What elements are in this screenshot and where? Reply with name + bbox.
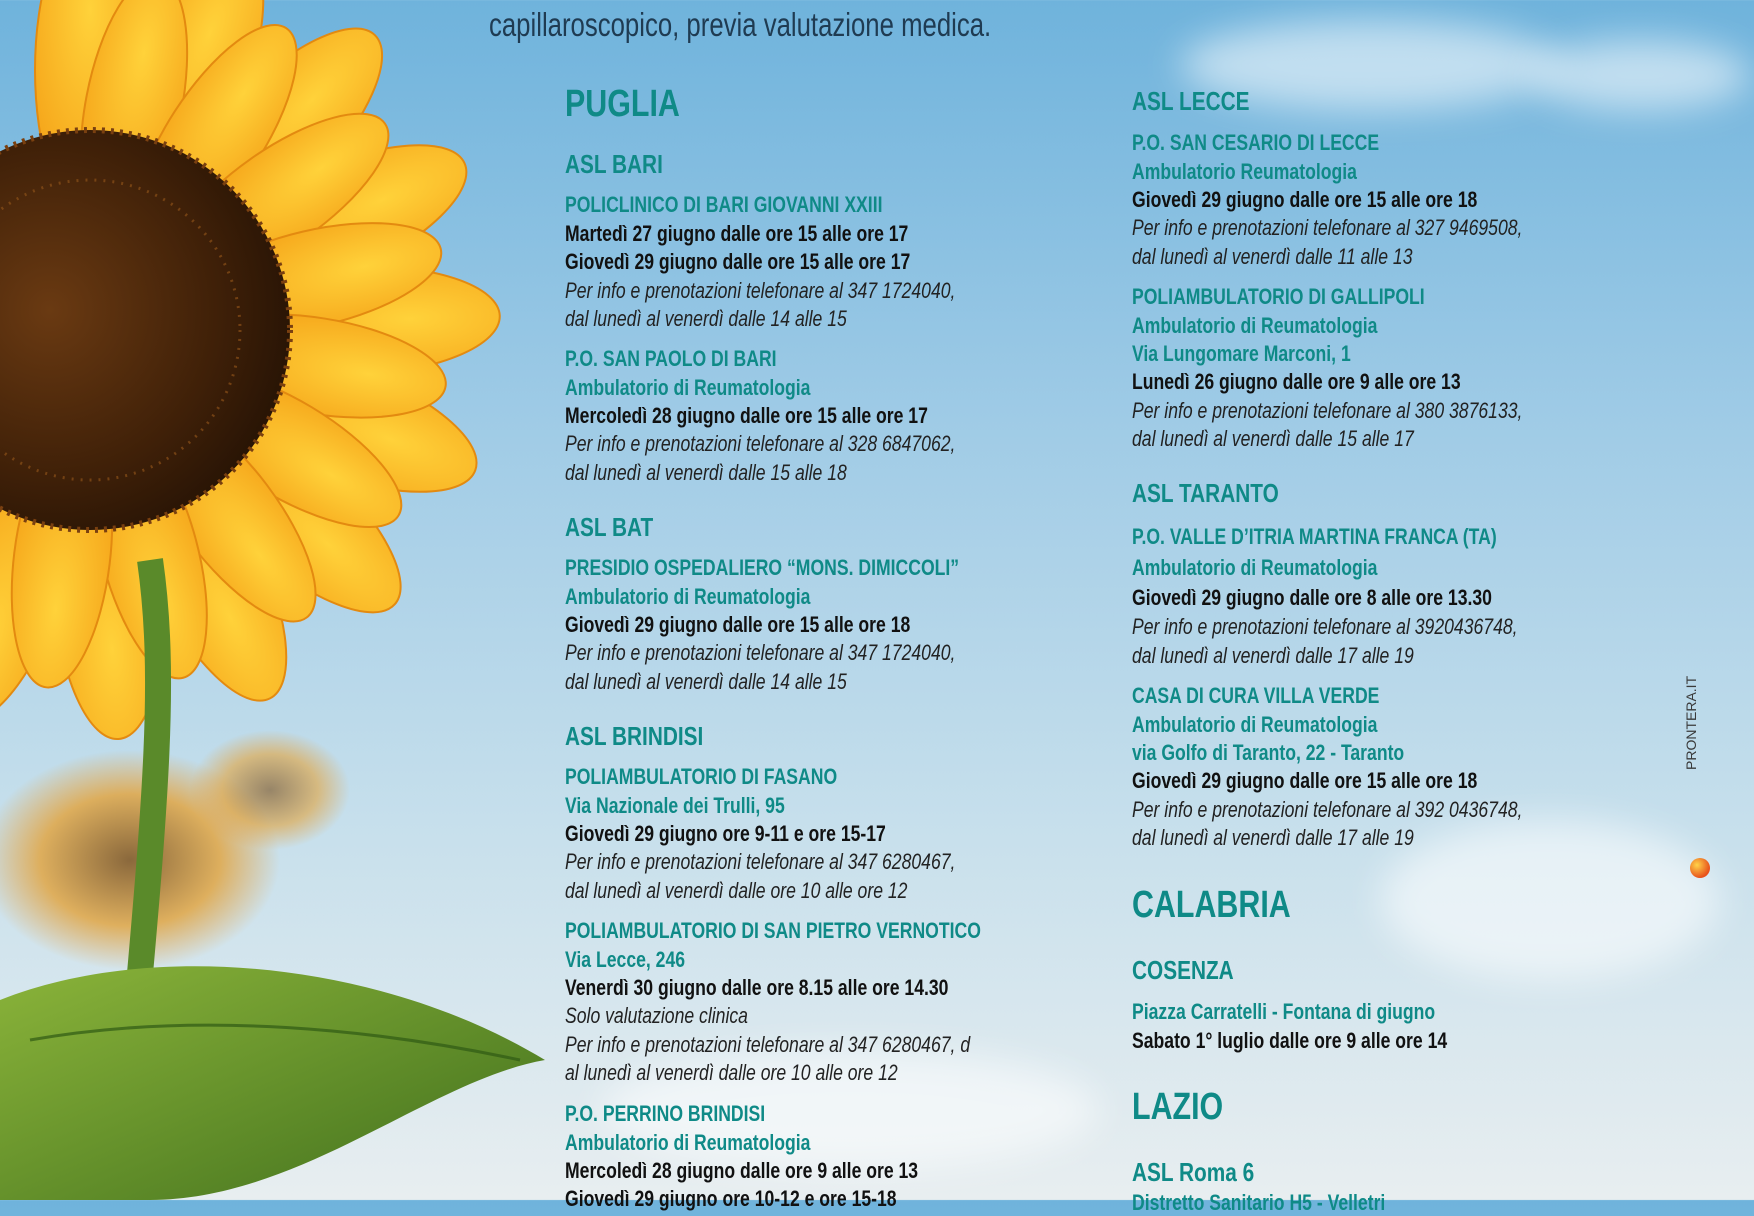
brand-credit: PRONTERA.IT [1683,675,1699,770]
schedule-line: Martedì 27 giugno dalle ore 15 alle ore 17 [565,221,909,246]
asl-heading-taranto: ASL TARANTO [1132,478,1279,508]
schedule-line: Giovedì 29 giugno dalle ore 15 alle ore 18 [1132,768,1478,793]
booking-info: Per info e prenotazioni telefonare al 392 0436748, [1132,797,1523,822]
booking-info: Per info e prenotazioni telefonare al 380 3876133, [1132,398,1523,423]
facility-subtitle: Ambulatorio Reumatologia [1132,159,1357,184]
facility-name: P.O. VALLE D’ITRIA MARTINA FRANCA (TA) [1132,524,1497,549]
sunflower-illustration [0,0,560,1200]
booking-info: Per info e prenotazioni telefonare al 3920436748, [1132,614,1518,639]
booking-info: Per info e prenotazioni telefonare al 347 6280467, [565,849,956,874]
booking-info: Per info e prenotazioni telefonare al 347 1724040, [565,278,956,303]
booking-info: Per info e prenotazioni telefonare al 327 9469508, [1132,215,1523,240]
schedule-line: Giovedì 29 giugno dalle ore 15 alle ore 18 [1132,187,1478,212]
facility-name: POLICLINICO DI BARI GIOVANNI XXIII [565,192,883,217]
schedule-line: Giovedì 29 giugno dalle ore 15 alle ore 18 [565,612,911,637]
booking-info: Per info e prenotazioni telefonare al 328 6847062, [565,431,956,456]
facility-name: POLIAMBULATORIO DI FASANO [565,764,838,789]
booking-info: dal lunedì al venerdì dalle 14 alle 15 [565,669,847,694]
booking-info: Per info e prenotazioni telefonare al 347 6280467, d [565,1032,971,1057]
facility-address: via Golfo di Taranto, 22 - Taranto [1132,740,1405,765]
facility-subtitle: Ambulatorio di Reumatologia [1132,712,1378,737]
cloud [1380,820,1720,980]
schedule-line: Mercoledì 28 giugno dalle ore 9 alle ore 13 [565,1158,919,1183]
asl-heading-brindisi: ASL BRINDISI [565,721,704,751]
region-heading-calabria: CALABRIA [1132,884,1291,926]
booking-info: dal lunedì al venerdì dalle 15 alle 17 [1132,426,1414,451]
facility-name: Piazza Carratelli - Fontana di giugno [1132,999,1436,1024]
booking-info: dal lunedì al venerdì dalle 17 alle 19 [1132,825,1414,850]
booking-info: al lunedì al venerdì dalle ore 10 alle ore 12 [565,1060,898,1085]
booking-info: dal lunedì al venerdì dalle 15 alle 18 [565,460,847,485]
region-heading-lazio: LAZIO [1132,1086,1224,1128]
booking-info: Per info e prenotazioni telefonare al 347 1724040, [565,640,956,665]
intro-text: capillaroscopico, previa valutazione medica. [489,6,992,43]
facility-name: CASA DI CURA VILLA VERDE [1132,683,1380,708]
booking-info: dal lunedì al venerdì dalle 17 alle 19 [1132,643,1414,668]
asl-heading-lecce: ASL LECCE [1132,86,1250,116]
schedule-line: Giovedì 29 giugno dalle ore 15 alle ore 17 [565,249,911,274]
facility-address: Via Lecce, 246 [565,947,686,972]
facility-name: PRESIDIO OSPEDALIERO “MONS. DIMICCOLI” [565,555,960,580]
facility-address: Via Lungomare Marconi, 1 [1132,341,1351,366]
asl-heading-roma6: ASL Roma 6 [1132,1157,1255,1187]
schedule-line: Sabato 1° luglio dalle ore 9 alle ore 14 [1132,1028,1448,1053]
facility-subtitle: Ambulatorio di Reumatologia [565,375,811,400]
facility-name: POLIAMBULATORIO DI GALLIPOLI [1132,284,1425,309]
facility-subtitle: Ambulatorio di Reumatologia [1132,313,1378,338]
asl-heading-cosenza: COSENZA [1132,955,1234,985]
asl-heading-bari: ASL BARI [565,149,663,179]
facility-name: Distretto Sanitario H5 - Velletri [1132,1190,1386,1215]
schedule-line: Giovedì 29 giugno dalle ore 8 alle ore 13.30 [1132,585,1492,610]
booking-info: dal lunedì al venerdì dalle 14 alle 15 [565,306,847,331]
schedule-line: Venerdì 30 giugno dalle ore 8.15 alle ore 14.30 [565,975,949,1000]
facility-name: POLIAMBULATORIO DI SAN PIETRO VERNOTICO [565,918,981,943]
schedule-line: Mercoledì 28 giugno dalle ore 15 alle ore 17 [565,403,928,428]
facility-address: Via Nazionale dei Trulli, 95 [565,793,785,818]
asl-heading-bat: ASL BAT [565,512,654,542]
facility-subtitle: Ambulatorio di Reumatologia [1132,555,1378,580]
facility-subtitle: Ambulatorio di Reumatologia [565,584,811,609]
facility-name: P.O. SAN CESARIO DI LECCE [1132,130,1380,155]
facility-name: P.O. PERRINO BRINDISI [565,1101,766,1126]
schedule-line: Giovedì 29 giugno ore 10-12 e ore 15-18 [565,1186,897,1211]
region-heading-puglia: PUGLIA [565,83,680,125]
booking-info: dal lunedì al venerdì dalle ore 10 alle ore 12 [565,878,908,903]
booking-info: dal lunedì al venerdì dalle 11 alle 13 [1132,244,1413,269]
schedule-line: Lunedì 26 giugno dalle ore 9 alle ore 13 [1132,369,1461,394]
facility-subtitle: Ambulatorio di Reumatologia [565,1130,811,1155]
booking-info: Solo valutazione clinica [565,1003,748,1028]
schedule-line: Giovedì 29 giugno ore 9-11 e ore 15-17 [565,821,886,846]
cloud [1530,40,1750,110]
facility-name: P.O. SAN PAOLO DI BARI [565,346,777,371]
brand-logo-icon [1690,858,1710,878]
